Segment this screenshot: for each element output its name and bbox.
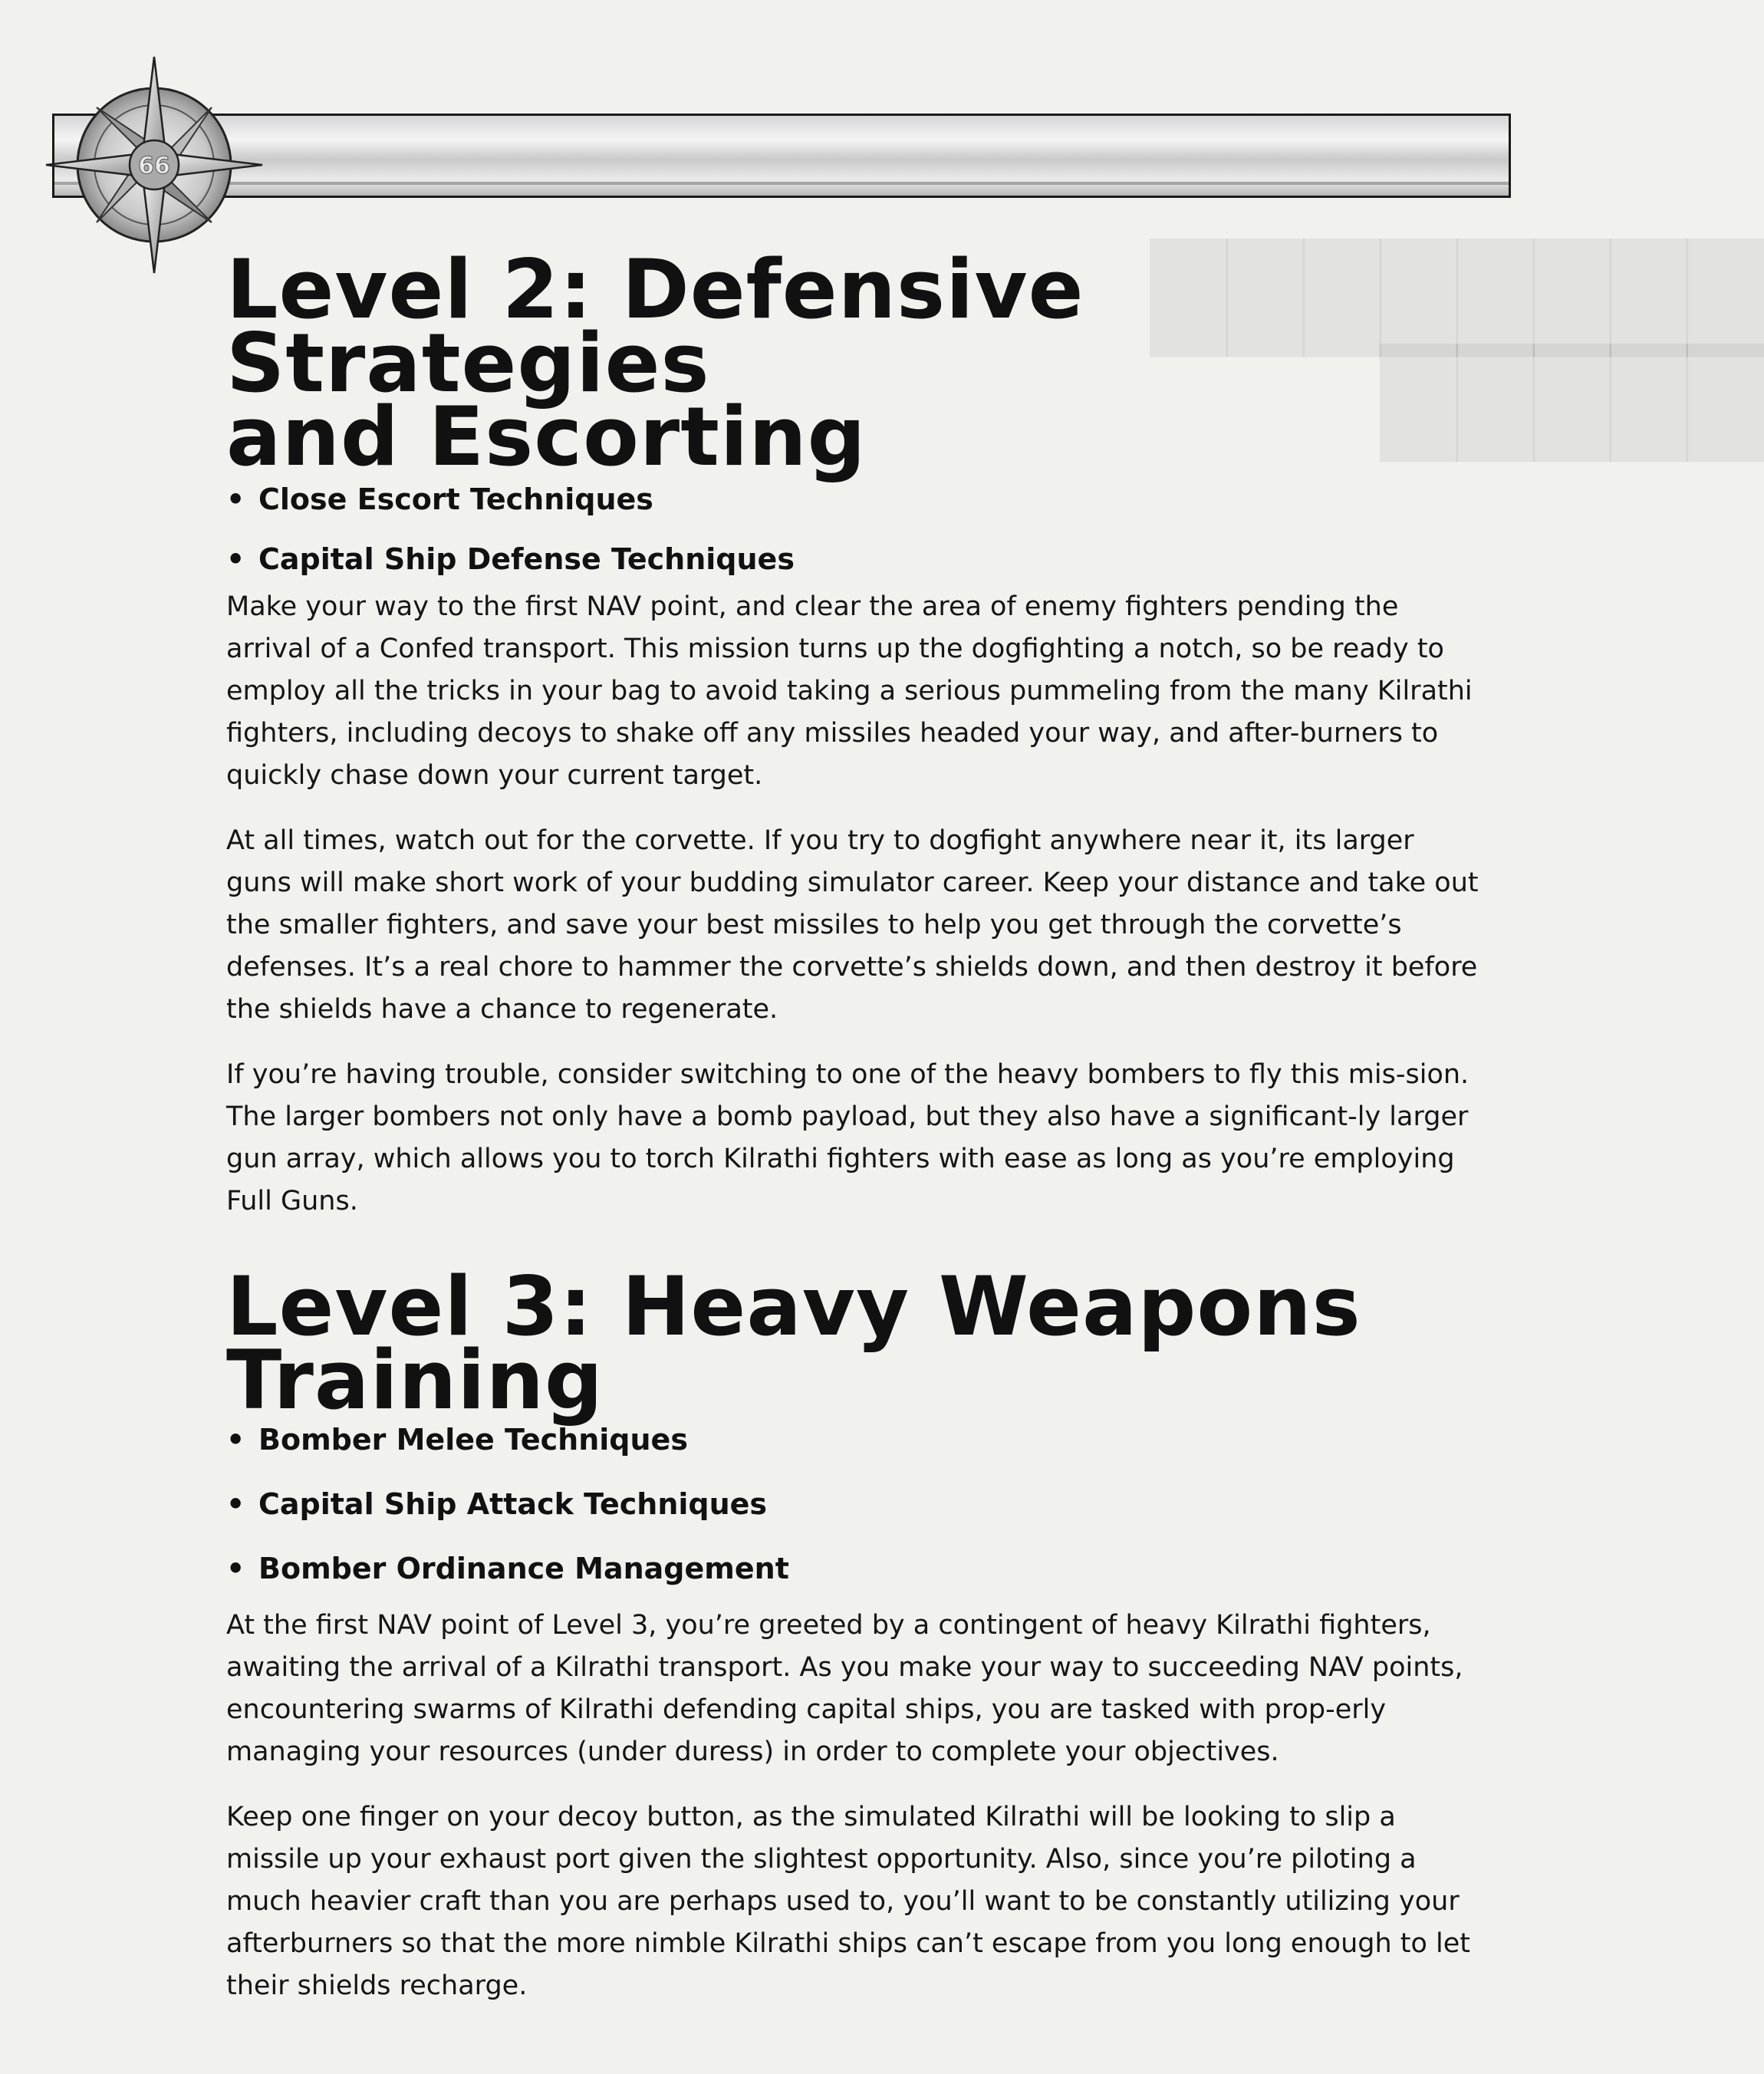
heading-line-2: and Escorting (226, 390, 867, 484)
body-paragraph: Make your way to the first NAV point, and clear the area of enemy fighters pending the arrival of a Confed transport. This mission turns up the dogfighting a notch, so be ready to employ all the tricks in your bag to avoid taking a serious pummeling from the many Kilrathi fighters, including decoys to shake off any missiles headed your way, and after-burners to quickly chase down your current target. (226, 591, 1473, 791)
page-number: 66 (138, 153, 170, 179)
list-item: • Capital Ship Attack Techniques (226, 1486, 1484, 1522)
header-bar (52, 114, 1511, 198)
bleed-through-text: ████████ █████ (1150, 239, 1764, 461)
list-item: • Close Escort Techniques (226, 482, 1484, 517)
technique-list (226, 1422, 1484, 1586)
heading-line-2: Training (226, 1333, 604, 1427)
technique-list (226, 482, 1484, 577)
page-content (226, 242, 1484, 2007)
heading-line-1: Level 2: Defensive Strategies (226, 242, 1084, 410)
section-level-3 (226, 1259, 1484, 2007)
body-paragraph: Keep one finger on your decoy button, as the simulated Kilrathi will be looking to slip a missile up your exhaust port given the slightest opportunity. Also, since you’re piloting a much heavier craft than you are perhaps used to, you’ll want to be constantly utilizing your afterburners so that the more nimble Kilrathi ships can’t escape from you long enough to let their shields recharge. (226, 1802, 1471, 2001)
section-heading (226, 1259, 1484, 1427)
list-item: • Bomber Ordinance Management (226, 1551, 1484, 1586)
section-level-2 (226, 242, 1484, 1223)
heading-line-1: Level 3: Heavy Weapons (226, 1259, 1361, 1354)
body-paragraph: At the first NAV point of Level 3, you’re greeted by a contingent of heavy Kilrathi fighters, awaiting the arrival of a Kilrathi transport. As you make your way to succeeding NAV points, encountering swarms of Kilrathi defending capital ships, you are tasked with prop-erly managing your resources (under duress) in order to complete your objectives. (226, 1610, 1463, 1767)
body-paragraph: If you’re having trouble, consider switching to one of the heavy bombers to fly this mis-sion. The larger bombers not only have a bomb payload, but they also have a significant-ly larger gun array, which allows you to torch Kilrathi fighters with ease as long as you’re employing Full Guns. (226, 1059, 1469, 1216)
body-paragraph: At all times, watch out for the corvette. If you try to dogfight anywhere near it, its larger guns will make short work of your budding simulator career. Keep your distance and take out the smaller fighters, and save your best missiles to help you get through the corvette’s defenses. It’s a real chore to hammer the corvette’s shields down, and then destroy it before the shields have a chance to regenerate. (226, 825, 1479, 1025)
section-heading (226, 242, 1484, 484)
list-item: • Capital Ship Defense Techniques (226, 542, 1484, 577)
list-item: • Bomber Melee Techniques (226, 1422, 1484, 1457)
